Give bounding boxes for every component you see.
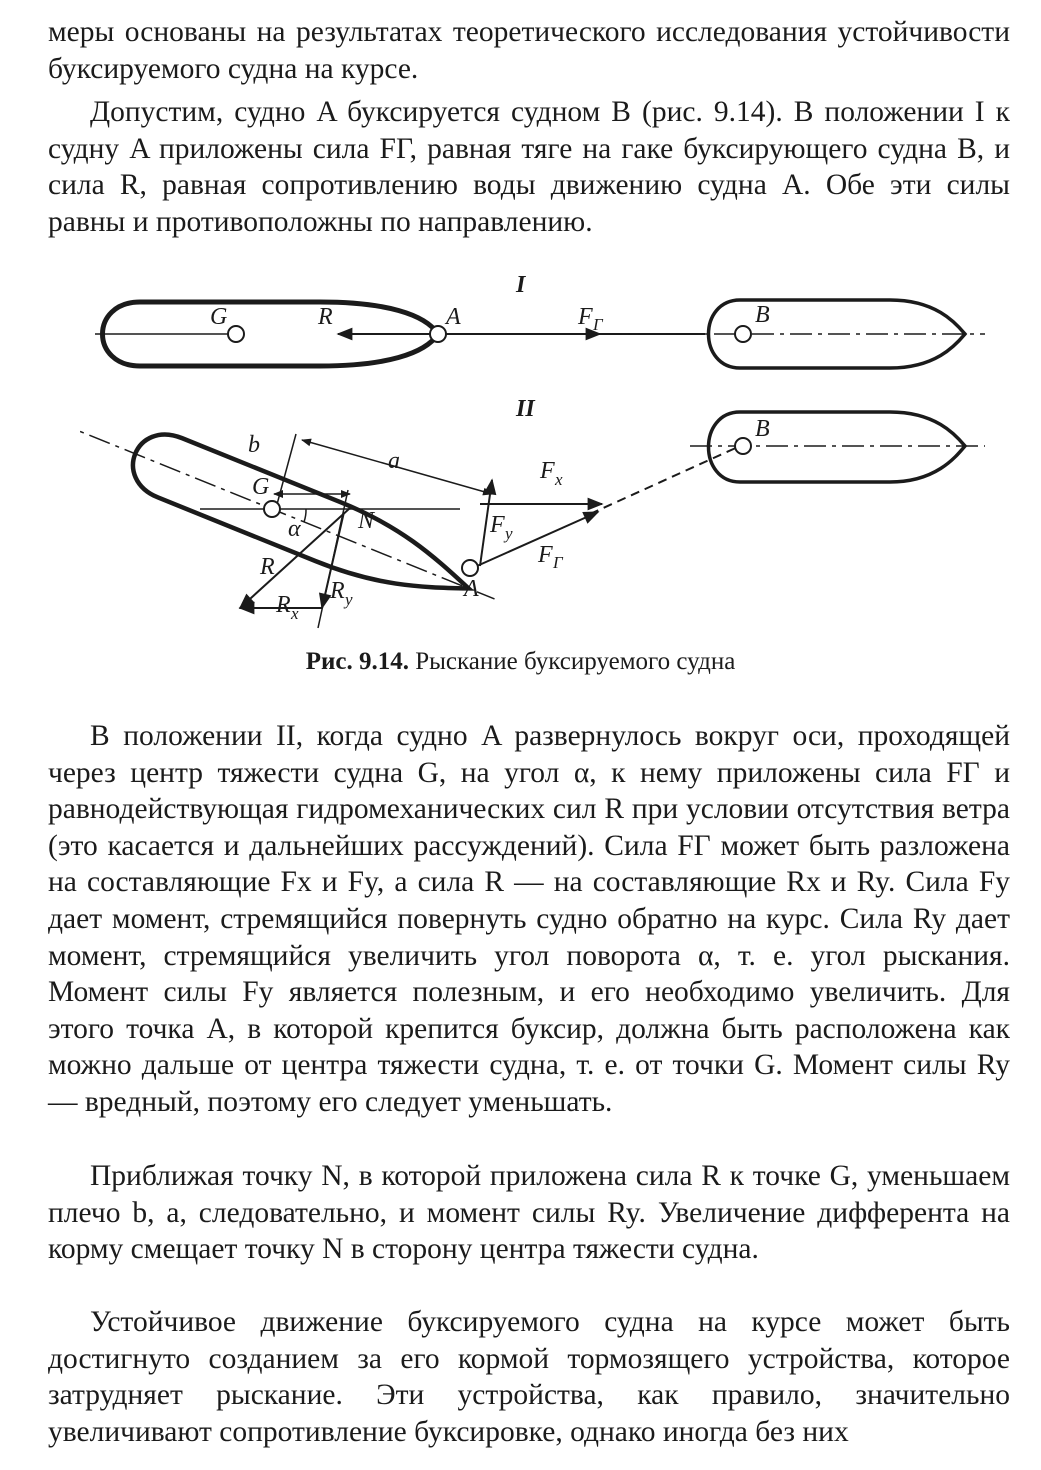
label-b: b xyxy=(248,432,260,458)
label-Ry: R xyxy=(330,578,345,604)
point-G-I xyxy=(228,326,244,342)
label-alpha: α xyxy=(288,516,301,542)
label-R-II: R xyxy=(260,554,275,580)
paragraph-assume: Допустим, судно A буксируется судном B (рис. 9.14). В положении I к судну A приложены сила FГ, равная тяге на гаке буксирующего судна B, и сила R, равная сопротивлению воды движению судна A. Обе эти силы равны и противоположны по направлению. xyxy=(48,96,1010,238)
position-I-label: I xyxy=(516,272,526,298)
label-Fx: F xyxy=(540,458,555,484)
point-G-II xyxy=(264,501,280,517)
paragraph-intro: меры основаны на результатах теоретического исследования устойчивости буксируемого судна на курсе. xyxy=(48,16,1010,85)
label-B-I: B xyxy=(755,302,770,328)
paragraph-position-II: В положении II, когда судно A развернулось вокруг оси, проходящей через центр тяжести судна G, на угол α, к нему приложены сила FГ и равнодействующая гидромеханических сил R при условии отсутствия ветра (это касается и дальнейших рассуждений). Сила FГ может быть разложена на составляющие Fx и Fy, а сила R — на составляющие Rx и Ry. Сила Fy дает момент, стремящийся повернуть судно обратно на курс. Сила Ry дает момент, стремящийся увеличить угол поворота α, т. е. угол рыскания. Момент силы Fy является полезным, и его необходимо увеличить. Для этого точка A, в которой крепится буксир, должна быть расположена как можно дальше от центра тяжести судна, т. е. от точки G. Момент силы Ry — вредный, поэтому его следует уменьшать. xyxy=(48,720,1010,1118)
label-F-I-sub: Г xyxy=(593,315,603,334)
point-A-II xyxy=(462,560,478,576)
label-G-I: G xyxy=(210,304,228,330)
position-II-label: II xyxy=(516,396,535,422)
force-F-arrow-II xyxy=(468,512,598,570)
label-B-II: B xyxy=(755,416,770,442)
paragraph-stable-motion: Устойчивое движение буксируемого судна на курсе может быть достигнуто созданием за его кормой тормозящего устройства, которое затрудняет рыскание. Эти устройства, как правило, значительно увеличивают сопротивление буксировке, однако иногда без них xyxy=(48,1306,1010,1448)
label-Fy-sub: y xyxy=(505,524,513,543)
label-Fy: F xyxy=(490,512,505,538)
label-a: a xyxy=(388,448,400,474)
label-G-II: G xyxy=(252,474,270,500)
towline-II-dashed xyxy=(590,446,740,514)
point-A-I xyxy=(430,326,446,342)
label-F-I: F xyxy=(578,304,593,330)
label-F-II-sub: Г xyxy=(553,553,563,572)
figure-caption xyxy=(0,646,1041,678)
figure-towed-vessel-yaw xyxy=(80,262,1000,642)
label-N: N xyxy=(358,508,375,534)
label-Rx-sub: x xyxy=(291,604,299,623)
paragraph-approach-N: Приближая точку N, в которой приложена сила R к точке G, уменьшаем плечо b, а, следовательно, и момент силы Ry. Увеличение дифферента на корму смещает точку N в сторону центра тяжести судна. xyxy=(48,1160,1010,1266)
axis-II-A xyxy=(80,421,495,599)
label-Fx-sub: x xyxy=(555,470,563,489)
hull-A-position-II-group xyxy=(80,391,507,628)
label-Ry-sub: y xyxy=(345,590,353,609)
label-R-I: R xyxy=(318,304,333,330)
caption-text: Рыскание буксируемого судна xyxy=(408,648,736,675)
caption-number: Рис. 9.14. xyxy=(305,648,409,675)
label-F-II: F xyxy=(538,542,553,568)
angle-alpha-arc xyxy=(304,509,306,522)
label-A-II: A xyxy=(464,576,479,602)
figure-svg xyxy=(80,262,1000,642)
point-B-II xyxy=(735,438,751,454)
label-A-I: A xyxy=(446,304,461,330)
extension-b-G xyxy=(276,434,296,508)
point-B-I xyxy=(735,326,751,342)
label-Rx: R xyxy=(276,592,291,618)
